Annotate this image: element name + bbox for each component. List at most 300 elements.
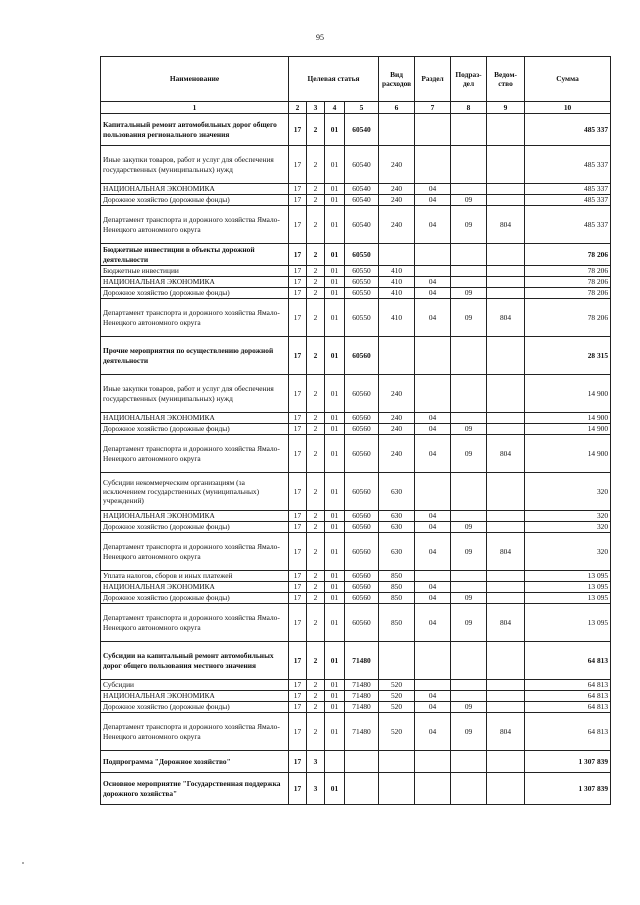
amount: 28 315 bbox=[525, 337, 611, 375]
expense-type bbox=[379, 642, 415, 680]
target-subprogram: 2 bbox=[307, 691, 325, 702]
table-body bbox=[101, 114, 611, 805]
table-row bbox=[101, 751, 611, 773]
section-code: 04 bbox=[415, 435, 451, 473]
row-name: Основное мероприятие "Государственная поддержка дорожного хозяйства" bbox=[101, 773, 289, 805]
row-name: НАЦИОНАЛЬНАЯ ЭКОНОМИКА bbox=[101, 277, 289, 288]
table-row bbox=[101, 337, 611, 375]
target-program: 17 bbox=[289, 522, 307, 533]
section-code: 04 bbox=[415, 184, 451, 195]
row-name: НАЦИОНАЛЬНАЯ ЭКОНОМИКА bbox=[101, 511, 289, 522]
target-subprogram: 2 bbox=[307, 114, 325, 146]
amount: 13 095 bbox=[525, 604, 611, 642]
table-row bbox=[101, 146, 611, 184]
target-event: 01 bbox=[325, 146, 345, 184]
expense-type: 520 bbox=[379, 702, 415, 713]
subsection-code bbox=[451, 277, 487, 288]
amount: 64 813 bbox=[525, 680, 611, 691]
target-event: 01 bbox=[325, 593, 345, 604]
section-code: 04 bbox=[415, 533, 451, 571]
target-subprogram: 2 bbox=[307, 266, 325, 277]
target-program: 17 bbox=[289, 184, 307, 195]
expense-type: 410 bbox=[379, 277, 415, 288]
target-direction: 71480 bbox=[345, 680, 379, 691]
target-direction: 60540 bbox=[345, 206, 379, 244]
subsection-code bbox=[451, 337, 487, 375]
header-target: Целевая статья bbox=[289, 57, 379, 102]
target-program: 17 bbox=[289, 751, 307, 773]
section-code: 04 bbox=[415, 522, 451, 533]
amount: 14 900 bbox=[525, 413, 611, 424]
target-subprogram: 2 bbox=[307, 184, 325, 195]
agency-code bbox=[487, 773, 525, 805]
table-row bbox=[101, 413, 611, 424]
target-program: 17 bbox=[289, 244, 307, 266]
target-direction: 60560 bbox=[345, 424, 379, 435]
subsection-code: 09 bbox=[451, 713, 487, 751]
subsection-code bbox=[451, 473, 487, 511]
column-number: 7 bbox=[415, 102, 451, 114]
agency-code bbox=[487, 375, 525, 413]
column-number: 2 bbox=[289, 102, 307, 114]
subsection-code: 09 bbox=[451, 424, 487, 435]
target-event: 01 bbox=[325, 195, 345, 206]
target-subprogram: 2 bbox=[307, 522, 325, 533]
agency-code bbox=[487, 571, 525, 582]
target-program: 17 bbox=[289, 680, 307, 691]
subsection-code bbox=[451, 184, 487, 195]
table-row bbox=[101, 435, 611, 473]
target-event: 01 bbox=[325, 277, 345, 288]
target-event: 01 bbox=[325, 413, 345, 424]
row-name: Бюджетные инвестиции bbox=[101, 266, 289, 277]
amount: 64 813 bbox=[525, 691, 611, 702]
subsection-code bbox=[451, 114, 487, 146]
agency-code bbox=[487, 184, 525, 195]
section-code bbox=[415, 571, 451, 582]
target-direction: 60540 bbox=[345, 184, 379, 195]
target-event: 01 bbox=[325, 642, 345, 680]
target-direction: 60550 bbox=[345, 299, 379, 337]
amount: 320 bbox=[525, 473, 611, 511]
row-name: Иные закупки товаров, работ и услуг для обеспечения государственных (муниципальных) нужд bbox=[101, 146, 289, 184]
target-event: 01 bbox=[325, 337, 345, 375]
target-program: 17 bbox=[289, 713, 307, 751]
column-number: 10 bbox=[525, 102, 611, 114]
target-program: 17 bbox=[289, 375, 307, 413]
header-exp-type: Вид расходов bbox=[379, 57, 415, 102]
section-code: 04 bbox=[415, 691, 451, 702]
target-event: 01 bbox=[325, 522, 345, 533]
section-code bbox=[415, 773, 451, 805]
target-direction: 60550 bbox=[345, 288, 379, 299]
target-direction: 60540 bbox=[345, 195, 379, 206]
target-event: 01 bbox=[325, 266, 345, 277]
section-code: 04 bbox=[415, 277, 451, 288]
target-direction: 60560 bbox=[345, 571, 379, 582]
header-section: Раздел bbox=[415, 57, 451, 102]
section-code: 04 bbox=[415, 195, 451, 206]
expense-type: 850 bbox=[379, 604, 415, 642]
page-number: 95 bbox=[316, 33, 324, 42]
target-direction bbox=[345, 751, 379, 773]
target-event bbox=[325, 751, 345, 773]
target-program: 17 bbox=[289, 266, 307, 277]
target-program: 17 bbox=[289, 604, 307, 642]
row-name: Капитальный ремонт автомобильных дорог общего пользования регионального значения bbox=[101, 114, 289, 146]
agency-code: 804 bbox=[487, 713, 525, 751]
row-name: Дорожное хозяйство (дорожные фонды) bbox=[101, 195, 289, 206]
amount: 14 900 bbox=[525, 375, 611, 413]
table-row bbox=[101, 582, 611, 593]
target-subprogram: 2 bbox=[307, 146, 325, 184]
expense-type: 240 bbox=[379, 206, 415, 244]
section-code bbox=[415, 642, 451, 680]
target-event: 01 bbox=[325, 244, 345, 266]
expense-type: 630 bbox=[379, 522, 415, 533]
table-row bbox=[101, 473, 611, 511]
row-name: НАЦИОНАЛЬНАЯ ЭКОНОМИКА bbox=[101, 691, 289, 702]
column-number: 6 bbox=[379, 102, 415, 114]
section-code: 04 bbox=[415, 511, 451, 522]
target-event: 01 bbox=[325, 473, 345, 511]
subsection-code bbox=[451, 642, 487, 680]
subsection-code: 09 bbox=[451, 533, 487, 571]
section-code: 04 bbox=[415, 604, 451, 642]
section-code: 04 bbox=[415, 413, 451, 424]
expense-type: 410 bbox=[379, 299, 415, 337]
expense-type: 520 bbox=[379, 680, 415, 691]
table-row bbox=[101, 195, 611, 206]
target-direction: 60560 bbox=[345, 533, 379, 571]
target-subprogram: 2 bbox=[307, 299, 325, 337]
target-direction: 60560 bbox=[345, 337, 379, 375]
table-row bbox=[101, 375, 611, 413]
target-subprogram: 2 bbox=[307, 511, 325, 522]
target-event: 01 bbox=[325, 604, 345, 642]
expense-type bbox=[379, 244, 415, 266]
subsection-code bbox=[451, 266, 487, 277]
table-row bbox=[101, 702, 611, 713]
column-number: 9 bbox=[487, 102, 525, 114]
agency-code bbox=[487, 522, 525, 533]
target-subprogram: 2 bbox=[307, 571, 325, 582]
row-name: НАЦИОНАЛЬНАЯ ЭКОНОМИКА bbox=[101, 413, 289, 424]
target-direction: 60560 bbox=[345, 435, 379, 473]
table-row bbox=[101, 511, 611, 522]
table-row bbox=[101, 691, 611, 702]
subsection-code bbox=[451, 571, 487, 582]
agency-code: 804 bbox=[487, 206, 525, 244]
subsection-code bbox=[451, 582, 487, 593]
table-row bbox=[101, 184, 611, 195]
column-number: 1 bbox=[101, 102, 289, 114]
target-direction: 60560 bbox=[345, 473, 379, 511]
row-name: Департамент транспорта и дорожного хозяйства Ямало-Ненецкого автономного округа bbox=[101, 435, 289, 473]
table-row bbox=[101, 604, 611, 642]
expense-type: 240 bbox=[379, 146, 415, 184]
expense-type bbox=[379, 773, 415, 805]
table-row bbox=[101, 713, 611, 751]
section-code bbox=[415, 337, 451, 375]
subsection-code bbox=[451, 413, 487, 424]
target-direction: 71480 bbox=[345, 691, 379, 702]
expense-type: 520 bbox=[379, 691, 415, 702]
amount: 64 813 bbox=[525, 702, 611, 713]
column-number-row bbox=[101, 102, 611, 114]
subsection-code: 09 bbox=[451, 195, 487, 206]
target-subprogram: 2 bbox=[307, 206, 325, 244]
expense-type bbox=[379, 751, 415, 773]
expense-type: 850 bbox=[379, 593, 415, 604]
row-name: Дорожное хозяйство (дорожные фонды) bbox=[101, 288, 289, 299]
row-name: Субсидии некоммерческим организациям (за исключением государственных (муниципальных) учреждений) bbox=[101, 473, 289, 511]
amount: 78 206 bbox=[525, 277, 611, 288]
column-number: 4 bbox=[325, 102, 345, 114]
target-direction: 60540 bbox=[345, 114, 379, 146]
agency-code bbox=[487, 511, 525, 522]
subsection-code: 09 bbox=[451, 604, 487, 642]
target-subprogram: 2 bbox=[307, 413, 325, 424]
target-event: 01 bbox=[325, 511, 345, 522]
section-code: 04 bbox=[415, 713, 451, 751]
target-subprogram: 2 bbox=[307, 604, 325, 642]
agency-code bbox=[487, 702, 525, 713]
target-direction: 60550 bbox=[345, 277, 379, 288]
target-event: 01 bbox=[325, 375, 345, 413]
section-code bbox=[415, 375, 451, 413]
target-subprogram: 2 bbox=[307, 244, 325, 266]
header-row bbox=[101, 57, 611, 102]
agency-code bbox=[487, 642, 525, 680]
target-direction: 71480 bbox=[345, 702, 379, 713]
row-name: Субсидии bbox=[101, 680, 289, 691]
target-program: 17 bbox=[289, 277, 307, 288]
target-program: 17 bbox=[289, 288, 307, 299]
target-program: 17 bbox=[289, 299, 307, 337]
table-row bbox=[101, 773, 611, 805]
target-subprogram: 2 bbox=[307, 713, 325, 751]
target-event: 01 bbox=[325, 299, 345, 337]
expense-type: 630 bbox=[379, 533, 415, 571]
subsection-code bbox=[451, 751, 487, 773]
target-program: 17 bbox=[289, 511, 307, 522]
amount: 320 bbox=[525, 522, 611, 533]
table-row bbox=[101, 114, 611, 146]
target-subprogram: 2 bbox=[307, 473, 325, 511]
target-direction: 60560 bbox=[345, 593, 379, 604]
agency-code bbox=[487, 288, 525, 299]
amount: 320 bbox=[525, 511, 611, 522]
subsection-code bbox=[451, 680, 487, 691]
row-name: Бюджетные инвестиции в объекты дорожной деятельности bbox=[101, 244, 289, 266]
amount: 78 206 bbox=[525, 266, 611, 277]
scan-speck bbox=[22, 862, 24, 864]
target-program: 17 bbox=[289, 593, 307, 604]
amount: 320 bbox=[525, 533, 611, 571]
agency-code bbox=[487, 244, 525, 266]
target-direction: 60560 bbox=[345, 604, 379, 642]
row-name: НАЦИОНАЛЬНАЯ ЭКОНОМИКА bbox=[101, 582, 289, 593]
target-subprogram: 2 bbox=[307, 337, 325, 375]
target-subprogram: 3 bbox=[307, 751, 325, 773]
row-name: Прочие мероприятия по осуществлению дорожной деятельности bbox=[101, 337, 289, 375]
agency-code bbox=[487, 424, 525, 435]
table-row bbox=[101, 244, 611, 266]
amount: 1 307 839 bbox=[525, 773, 611, 805]
amount: 78 206 bbox=[525, 288, 611, 299]
target-subprogram: 2 bbox=[307, 593, 325, 604]
subsection-code: 09 bbox=[451, 206, 487, 244]
row-name: Департамент транспорта и дорожного хозяйства Ямало-Ненецкого автономного округа bbox=[101, 206, 289, 244]
agency-code bbox=[487, 473, 525, 511]
target-subprogram: 2 bbox=[307, 195, 325, 206]
target-program: 17 bbox=[289, 533, 307, 571]
amount: 485 337 bbox=[525, 184, 611, 195]
agency-code bbox=[487, 266, 525, 277]
subsection-code: 09 bbox=[451, 522, 487, 533]
target-program: 17 bbox=[289, 773, 307, 805]
target-event: 01 bbox=[325, 680, 345, 691]
target-subprogram: 2 bbox=[307, 680, 325, 691]
expense-type: 240 bbox=[379, 195, 415, 206]
table-row bbox=[101, 522, 611, 533]
row-name: Дорожное хозяйство (дорожные фонды) bbox=[101, 424, 289, 435]
subsection-code bbox=[451, 773, 487, 805]
expense-type: 240 bbox=[379, 184, 415, 195]
target-program: 17 bbox=[289, 702, 307, 713]
subsection-code: 09 bbox=[451, 288, 487, 299]
target-event: 01 bbox=[325, 435, 345, 473]
subsection-code bbox=[451, 375, 487, 413]
target-program: 17 bbox=[289, 337, 307, 375]
amount: 13 095 bbox=[525, 582, 611, 593]
target-direction: 60560 bbox=[345, 375, 379, 413]
expense-type bbox=[379, 114, 415, 146]
subsection-code: 09 bbox=[451, 299, 487, 337]
row-name: Дорожное хозяйство (дорожные фонды) bbox=[101, 522, 289, 533]
section-code: 04 bbox=[415, 702, 451, 713]
agency-code bbox=[487, 195, 525, 206]
target-subprogram: 2 bbox=[307, 375, 325, 413]
target-event: 01 bbox=[325, 702, 345, 713]
amount: 64 813 bbox=[525, 713, 611, 751]
target-program: 17 bbox=[289, 146, 307, 184]
amount: 78 206 bbox=[525, 244, 611, 266]
row-name: Департамент транспорта и дорожного хозяйства Ямало-Ненецкого автономного округа bbox=[101, 604, 289, 642]
section-code: 04 bbox=[415, 206, 451, 244]
amount: 13 095 bbox=[525, 593, 611, 604]
target-event: 01 bbox=[325, 713, 345, 751]
amount: 14 900 bbox=[525, 435, 611, 473]
subsection-code bbox=[451, 146, 487, 184]
target-subprogram: 2 bbox=[307, 582, 325, 593]
agency-code: 804 bbox=[487, 299, 525, 337]
header-subsection: Подраз-дел bbox=[451, 57, 487, 102]
table-row bbox=[101, 277, 611, 288]
expense-type: 850 bbox=[379, 582, 415, 593]
section-code bbox=[415, 473, 451, 511]
target-subprogram: 2 bbox=[307, 642, 325, 680]
table-row bbox=[101, 288, 611, 299]
target-event: 01 bbox=[325, 424, 345, 435]
agency-code bbox=[487, 413, 525, 424]
target-program: 17 bbox=[289, 413, 307, 424]
target-subprogram: 3 bbox=[307, 773, 325, 805]
amount: 64 813 bbox=[525, 642, 611, 680]
expense-type: 410 bbox=[379, 266, 415, 277]
subsection-code: 09 bbox=[451, 435, 487, 473]
agency-code bbox=[487, 582, 525, 593]
amount: 485 337 bbox=[525, 114, 611, 146]
header-agency: Ведом-ство bbox=[487, 57, 525, 102]
target-direction: 60550 bbox=[345, 244, 379, 266]
row-name: Департамент транспорта и дорожного хозяйства Ямало-Ненецкого автономного округа bbox=[101, 713, 289, 751]
target-event: 01 bbox=[325, 288, 345, 299]
row-name: Уплата налогов, сборов и иных платежей bbox=[101, 571, 289, 582]
target-direction: 60560 bbox=[345, 413, 379, 424]
agency-code: 804 bbox=[487, 604, 525, 642]
section-code: 04 bbox=[415, 424, 451, 435]
expense-type: 630 bbox=[379, 473, 415, 511]
table-row bbox=[101, 206, 611, 244]
row-name: Дорожное хозяйство (дорожные фонды) bbox=[101, 702, 289, 713]
row-name: Иные закупки товаров, работ и услуг для обеспечения государственных (муниципальных) нужд bbox=[101, 375, 289, 413]
target-subprogram: 2 bbox=[307, 288, 325, 299]
section-code: 04 bbox=[415, 582, 451, 593]
target-program: 17 bbox=[289, 206, 307, 244]
expense-type: 240 bbox=[379, 424, 415, 435]
agency-code bbox=[487, 277, 525, 288]
target-direction: 60560 bbox=[345, 582, 379, 593]
section-code bbox=[415, 244, 451, 266]
agency-code bbox=[487, 680, 525, 691]
section-code bbox=[415, 146, 451, 184]
target-program: 17 bbox=[289, 473, 307, 511]
section-code bbox=[415, 114, 451, 146]
table-row bbox=[101, 642, 611, 680]
amount: 13 095 bbox=[525, 571, 611, 582]
expense-type: 240 bbox=[379, 435, 415, 473]
table-row bbox=[101, 424, 611, 435]
target-event: 01 bbox=[325, 114, 345, 146]
expense-type: 240 bbox=[379, 375, 415, 413]
column-number: 3 bbox=[307, 102, 325, 114]
target-subprogram: 2 bbox=[307, 533, 325, 571]
subsection-code: 09 bbox=[451, 702, 487, 713]
target-event: 01 bbox=[325, 571, 345, 582]
row-name: Департамент транспорта и дорожного хозяйства Ямало-Ненецкого автономного округа bbox=[101, 299, 289, 337]
table-row bbox=[101, 533, 611, 571]
target-event: 01 bbox=[325, 582, 345, 593]
target-direction: 60560 bbox=[345, 511, 379, 522]
amount: 78 206 bbox=[525, 299, 611, 337]
expense-type: 240 bbox=[379, 413, 415, 424]
target-event: 01 bbox=[325, 206, 345, 244]
column-number: 8 bbox=[451, 102, 487, 114]
subsection-code bbox=[451, 244, 487, 266]
amount: 14 900 bbox=[525, 424, 611, 435]
row-name: Дорожное хозяйство (дорожные фонды) bbox=[101, 593, 289, 604]
amount: 485 337 bbox=[525, 206, 611, 244]
target-direction: 60550 bbox=[345, 266, 379, 277]
agency-code bbox=[487, 691, 525, 702]
agency-code bbox=[487, 146, 525, 184]
target-event: 01 bbox=[325, 691, 345, 702]
target-subprogram: 2 bbox=[307, 435, 325, 473]
row-name: Субсидии на капитальный ремонт автомобильных дорог общего пользования местного значения bbox=[101, 642, 289, 680]
section-code bbox=[415, 266, 451, 277]
